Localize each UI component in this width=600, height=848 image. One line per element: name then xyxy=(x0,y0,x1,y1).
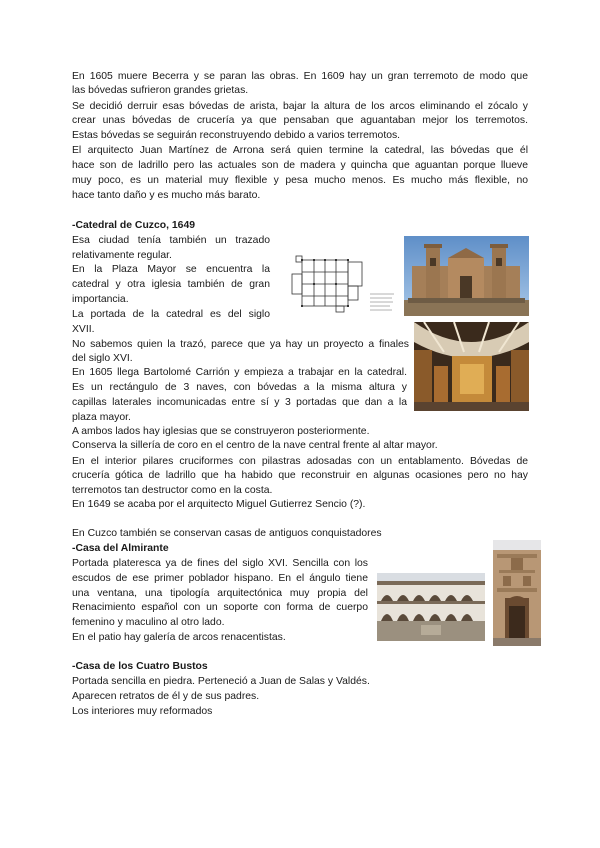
cathedral-facade-drawing xyxy=(404,236,529,316)
almirante-text-line: femenino y maculino al otro lado. xyxy=(72,617,225,628)
casas-intro-line: En Cuzco también se conservan casas de antiguos conquistadores xyxy=(72,528,382,539)
cuzco-text-line: importancia. xyxy=(72,294,129,305)
almirante-patio-photo xyxy=(377,573,485,641)
floor-plan-drawing xyxy=(286,252,398,316)
cuzco-text-line: plaza mayor. xyxy=(72,412,131,423)
cuzco-text-line: Es un rectángulo de 3 naves, con bóvedas a la misma altura y xyxy=(72,382,407,393)
cathedral-interior-photo xyxy=(414,322,529,411)
almirante-text-line: una ventana, una tipología arquitectónica muy propia del xyxy=(72,588,368,599)
almirante-text-line: En el patio hay galería de arcos renacentistas. xyxy=(72,632,286,643)
intro-line: hace tanto daño y es mucho más barato. xyxy=(72,190,261,201)
cuzco-text-line: terremotos tan destructor como en la costa. xyxy=(72,485,273,496)
cathedral-interior-drawing xyxy=(414,322,529,411)
cuzco-text-line: Conserva la sillería de coro en el centro de la nave central frente al altar mayor. xyxy=(72,440,438,451)
cuzco-text-line: No sabemos quien la trazó, parece que ya hay un proyecto a finales xyxy=(72,339,409,350)
almirante-text-line: escudos de ese primer poblador hispano. En el ángulo tiene xyxy=(72,573,368,584)
intro-line: El arquitecto Juan Martínez de Arrona será quien termine la catedral, las bóvedas que él xyxy=(72,145,528,156)
cuzco-text-line: del siglo XVI. xyxy=(72,353,133,364)
intro-line: Se decidió derruir esas bóvedas de arista, bajar la altura de los arcos eliminando el zócalo y xyxy=(72,101,528,112)
almirante-text-line: Portada plateresca ya de fines del siglo XVI. Sencilla con los xyxy=(72,558,368,569)
intro-line: hace son de ladrillo pero las actuales son de madera y quincha que aguantan porque llueve xyxy=(72,160,528,171)
intro-line: muy poco, es un material muy flexible y pesa mucho menos. Es mucho más flexible, no xyxy=(72,175,528,186)
bustos-text-line: Aparecen retratos de él y de sus padres. xyxy=(72,691,260,702)
section-heading-cuzco: -Catedral de Cuzco, 1649 xyxy=(72,220,195,231)
intro-line: crear unas bóvedas de crucería ya que pensaban que aguantaban mejor los terremotos. xyxy=(72,115,528,126)
cathedral-floor-plan-image xyxy=(286,252,398,316)
section-heading-bustos: -Casa de los Cuatro Bustos xyxy=(72,661,208,672)
cuzco-text-line: En el interior pilares cruciformes con pilastras adosadas con un entablamento. Bóvedas de xyxy=(72,456,528,467)
bustos-text-line: Portada sencilla en piedra. Perteneció a Juan de Salas y Valdés. xyxy=(72,676,370,687)
patio-drawing xyxy=(377,573,485,641)
cuzco-text-line: En 1649 se acaba por el arquitecto Miguel Gutierrez Sencio (?). xyxy=(72,499,366,510)
cuzco-text-line: A ambos lados hay iglesias que se construyeron posteriormente. xyxy=(72,426,370,437)
cuzco-text-line: Esa ciudad tenía también un trazado xyxy=(72,235,270,246)
portal-drawing xyxy=(493,540,541,646)
cuzco-text-line: XVII. xyxy=(72,324,95,335)
section-heading-almirante: -Casa del Almirante xyxy=(72,543,169,554)
intro-line: En 1605 muere Becerra y se paran las obras. En 1609 hay un gran terremoto de modo que xyxy=(72,71,528,82)
cuzco-text-line: catedral y otra iglesia también de gran xyxy=(72,279,270,290)
cuzco-text-line: En 1605 llega Bartolomé Carrión y empieza a trabajar en la catedral. xyxy=(72,367,407,378)
cuzco-text-line: relativamente regular. xyxy=(72,250,172,261)
cuzco-text-line: crucería gótica de ladrillo que ha habido que reconstruir en algunas ocasiones pero no hay xyxy=(72,470,528,481)
almirante-portal-photo xyxy=(493,540,541,646)
intro-line: Estas bóvedas se seguirán reconstruyendo debido a varios terremotos. xyxy=(72,130,401,141)
cathedral-facade-photo xyxy=(404,236,529,316)
cuzco-text-line: La portada de la catedral es del siglo xyxy=(72,309,270,320)
almirante-text-line: Renacimiento español con un soporte con forma de cuerpo xyxy=(72,602,368,613)
cuzco-text-line: En la Plaza Mayor se encuentra la xyxy=(72,264,270,275)
bustos-text-line: Los interiores muy reformados xyxy=(72,706,213,717)
intro-line: las bóvedas sufrieron grandes grietas. xyxy=(72,85,249,96)
cuzco-text-line: capillas laterales incomunicadas entre sí y 3 portadas que dan a la xyxy=(72,397,407,408)
